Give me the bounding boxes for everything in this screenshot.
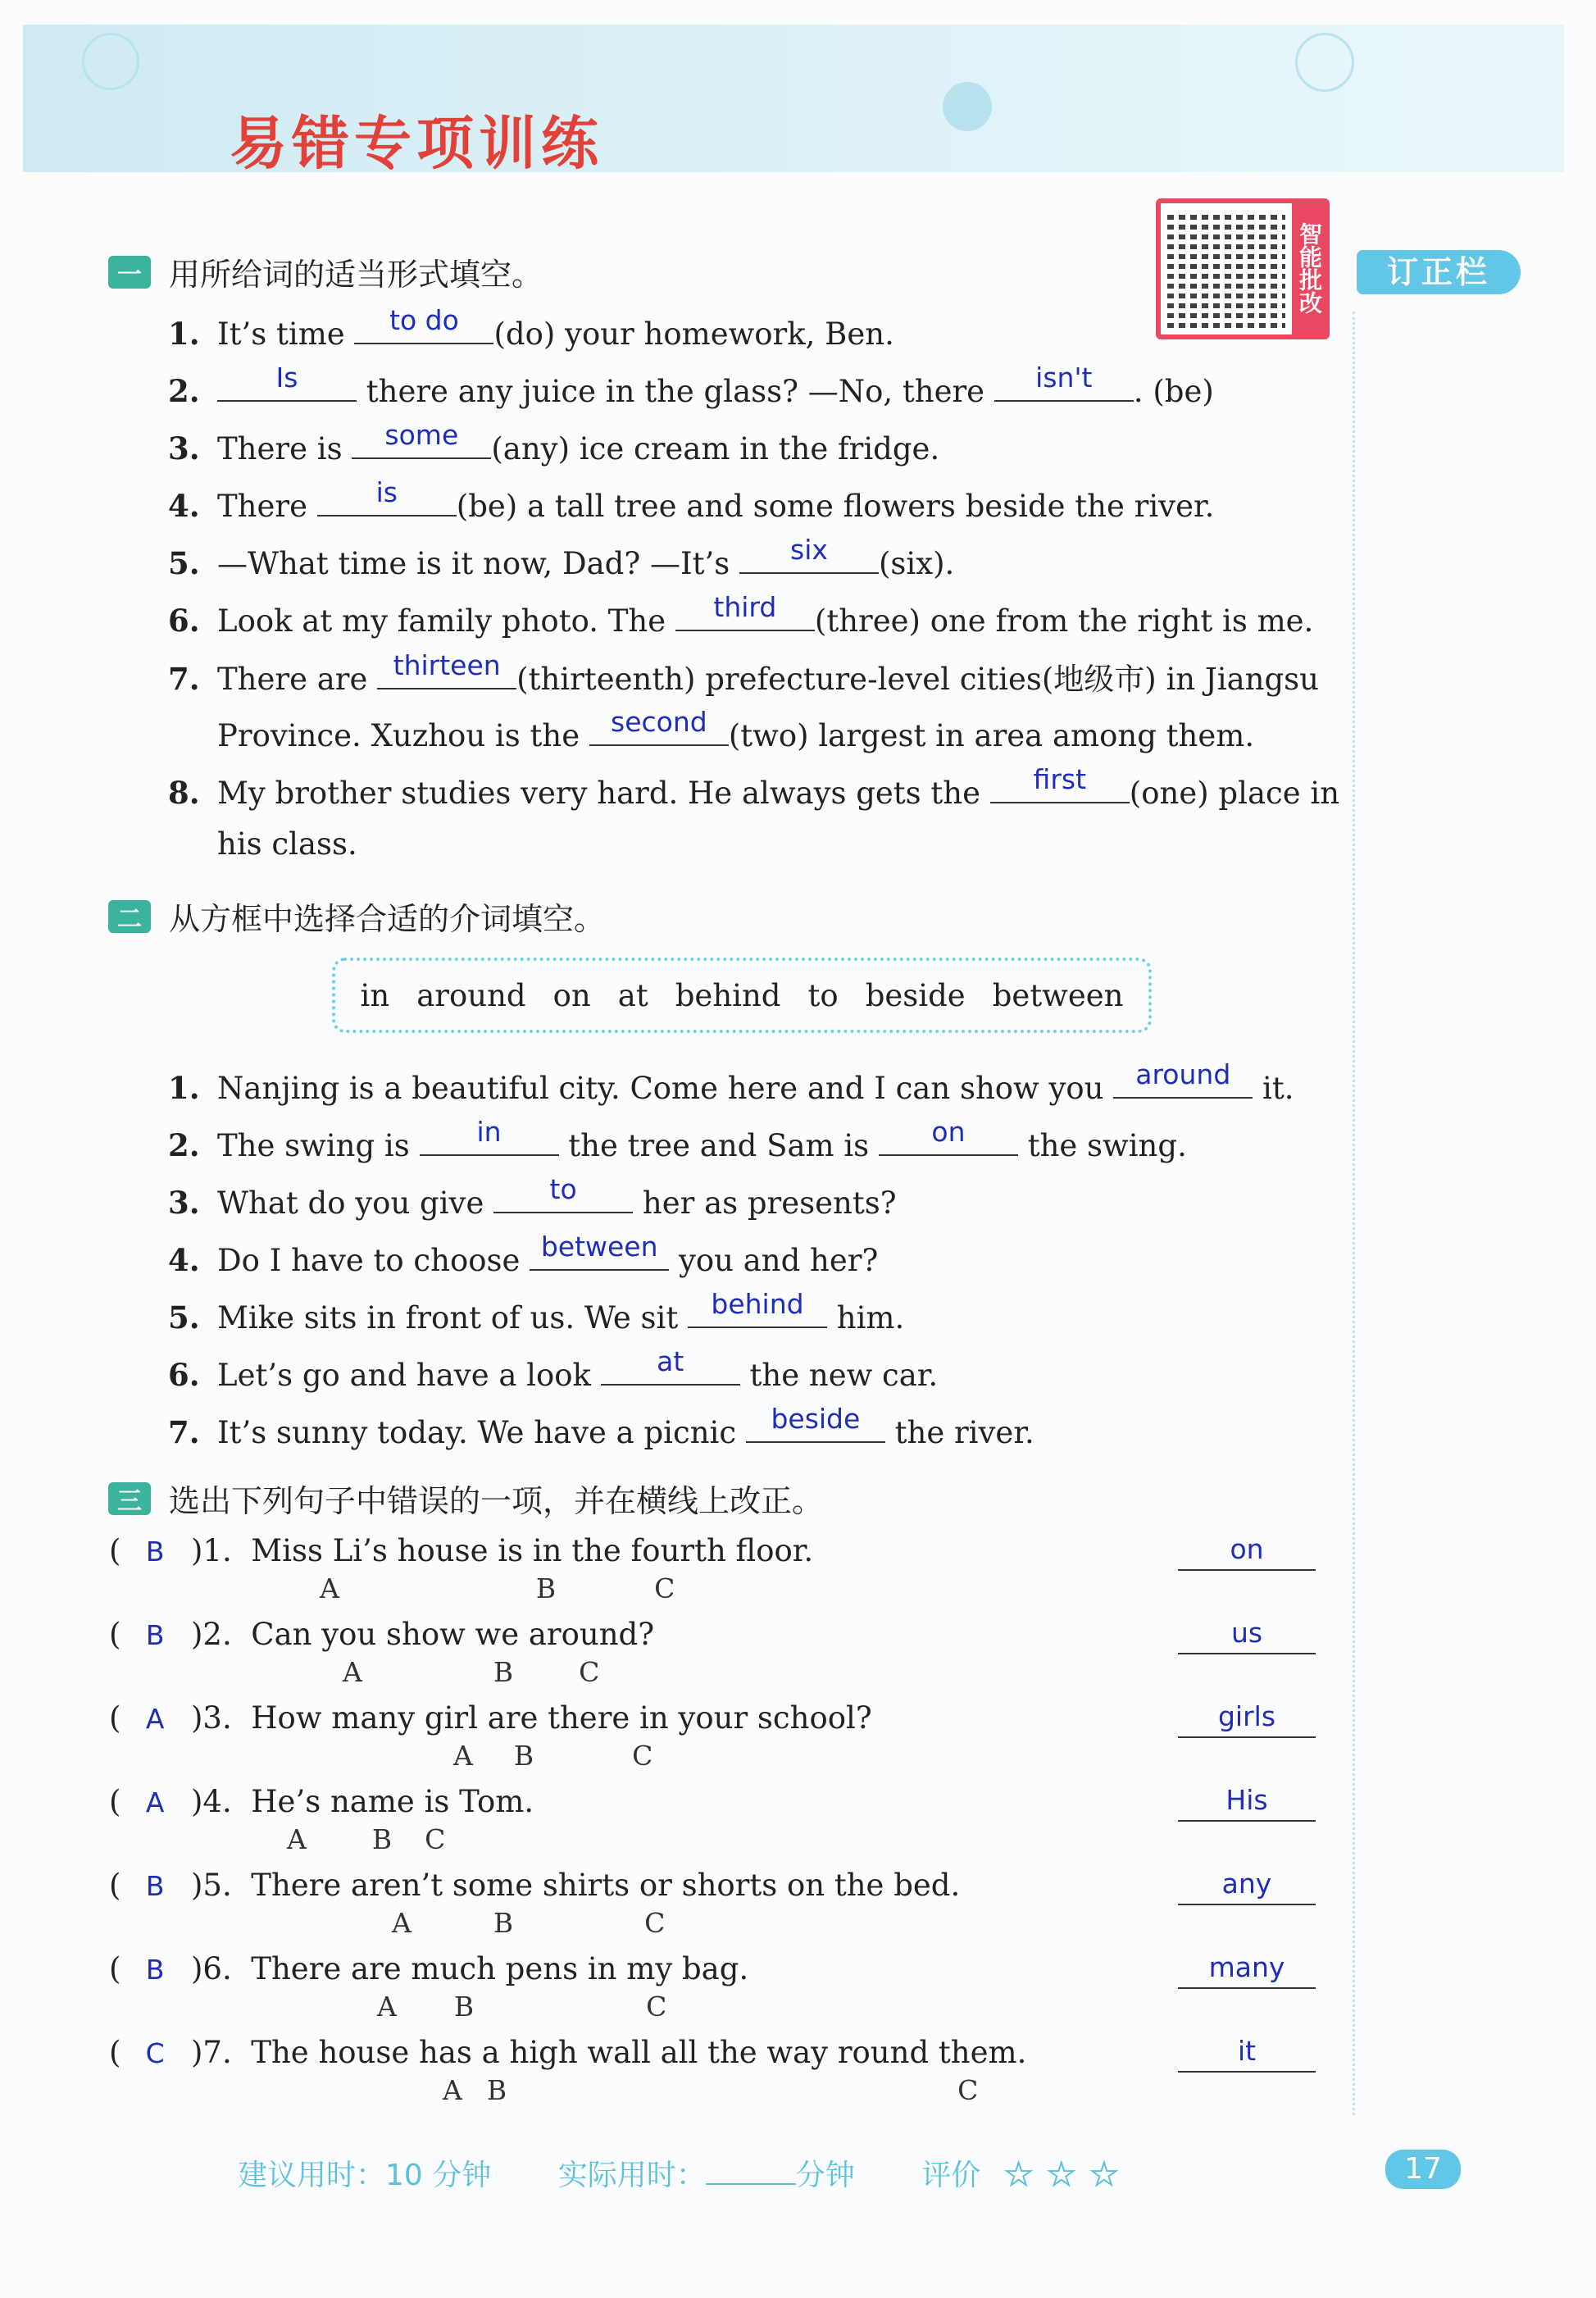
- star-icon[interactable]: ★: [1047, 2156, 1075, 2192]
- error-question: ( B )6. There are much pens in my bag.: [109, 1951, 749, 1986]
- choice-answer[interactable]: B: [145, 1619, 165, 1651]
- question: 4. Do I have to choose between you and her?: [168, 1231, 879, 1278]
- word-bank-item: beside: [865, 977, 966, 1013]
- correction-blank[interactable]: it: [1178, 2035, 1316, 2073]
- section-1-badge: 一: [108, 256, 151, 289]
- star-icon[interactable]: ★: [1004, 2156, 1033, 2192]
- word-bank-item: behind: [675, 977, 781, 1013]
- footer-timer: [238, 2152, 1118, 2194]
- answer-blank[interactable]: Is: [217, 367, 357, 402]
- error-question: ( A )3. How many girl are there in your school?: [109, 1700, 872, 1736]
- correction-blank[interactable]: girls: [1178, 1700, 1316, 1738]
- answer-blank[interactable]: some: [352, 425, 491, 459]
- answer-blank[interactable]: six: [739, 539, 879, 574]
- word-bank-item: on: [552, 977, 591, 1013]
- section-2-title: 从方框中选择合适的介词填空。: [169, 901, 606, 937]
- error-question: ( B )2. Can you show we around?: [109, 1617, 655, 1652]
- answer-blank[interactable]: beside: [746, 1408, 885, 1443]
- choice-answer[interactable]: B: [145, 1870, 165, 1902]
- star-icon[interactable]: ★: [1089, 2156, 1118, 2192]
- correction-blank[interactable]: many: [1178, 1951, 1316, 1989]
- question: 5. Mike sits in front of us. We sit behind him.: [168, 1288, 905, 1336]
- question: 3. What do you give to her as presents?: [168, 1173, 897, 1221]
- question: 2. Is there any juice in the glass? —No, there isn't . (be): [168, 362, 1214, 409]
- answer-blank[interactable]: in: [420, 1122, 559, 1156]
- question: 1. It’s time to do (do) your homework, Ben.: [168, 304, 894, 352]
- error-question: ( C )7. The house has a high wall all the way round them.: [109, 2035, 1027, 2070]
- option-labels: A B C: [320, 1572, 675, 1604]
- correction-blank[interactable]: His: [1178, 1784, 1316, 1822]
- question: 8. My brother studies very hard. He always gets the first (one) place in: [168, 763, 1340, 811]
- answer-blank[interactable]: third: [675, 597, 815, 631]
- question: 5. —What time is it now, Dad? —It’s six (six).: [168, 534, 955, 581]
- answer-blank[interactable]: to: [493, 1179, 633, 1213]
- answer-blank[interactable]: between: [530, 1236, 669, 1271]
- qr-code[interactable]: [1156, 198, 1330, 339]
- word-bank-item: to: [807, 977, 839, 1013]
- error-question: ( B )1. Miss Li’s house is in the fourth floor.: [109, 1533, 814, 1568]
- choice-answer[interactable]: C: [145, 2037, 165, 2069]
- option-labels: A B C: [287, 1823, 446, 1855]
- answer-blank[interactable]: around: [1113, 1064, 1253, 1099]
- section-2-badge: 二: [108, 900, 151, 933]
- decor-bubble: [943, 82, 992, 131]
- answer-blank[interactable]: thirteen: [377, 655, 516, 689]
- correction-blank[interactable]: any: [1178, 1868, 1316, 1905]
- section-1-header: [108, 249, 543, 294]
- suggested-time: 建议用时：10 分钟: [238, 2159, 492, 2192]
- answer-blank[interactable]: is: [317, 482, 457, 516]
- page-number: 17: [1385, 2150, 1461, 2189]
- answer-blank[interactable]: at: [601, 1351, 740, 1386]
- word-bank-item: at: [617, 977, 648, 1013]
- choice-answer[interactable]: A: [145, 1703, 165, 1735]
- error-question: ( B )5. There aren’t some shirts or shorts on the bed.: [109, 1868, 961, 1903]
- correction-divider: [1353, 312, 1355, 2115]
- question: 4. There is (be) a tall tree and some flowers beside the river.: [168, 476, 1215, 524]
- answer-blank[interactable]: second: [589, 712, 729, 746]
- section-2-header: [108, 894, 605, 939]
- actual-time-label: 实际用时：: [557, 2159, 706, 2192]
- option-labels: A B C: [453, 1740, 653, 1772]
- option-labels: A B C: [443, 2074, 979, 2106]
- decor-bubble: [82, 33, 139, 90]
- page-title: 易错专项训练: [230, 110, 603, 177]
- section-1-title: 用所给词的适当形式填空。: [169, 257, 543, 293]
- correction-blank[interactable]: us: [1178, 1617, 1316, 1654]
- decor-bubble: [1295, 33, 1354, 92]
- question-continued: Province. Xuzhou is the second (two) largest in area among them.: [217, 706, 1255, 753]
- choice-answer[interactable]: B: [145, 1954, 165, 1986]
- question: 1. Nanjing is a beautiful city. Come here and I can show you around it.: [168, 1058, 1294, 1106]
- section-3-badge: 三: [108, 1482, 151, 1515]
- question: 2. The swing is in the tree and Sam is on the swing.: [168, 1116, 1187, 1163]
- correction-column-label: 订正栏: [1357, 250, 1521, 294]
- answer-blank[interactable]: to do: [354, 310, 493, 344]
- answer-blank[interactable]: behind: [688, 1294, 827, 1328]
- option-labels: A B C: [392, 1907, 666, 1939]
- word-bank-item: between: [992, 977, 1124, 1013]
- word-bank-item: around: [416, 977, 526, 1013]
- question: 6. Let’s go and have a look at the new car.: [168, 1345, 939, 1393]
- question: 7. There are thirteen (thirteenth) prefecture-level cities(地级市) in Jiangsu: [168, 649, 1319, 697]
- question: 7. It’s sunny today. We have a picnic beside the river.: [168, 1403, 1034, 1450]
- error-question: ( A )4. He’s name is Tom.: [109, 1784, 534, 1819]
- actual-time-input[interactable]: [706, 2183, 796, 2185]
- rating-label: 评价: [921, 2159, 981, 2192]
- question-continued: his class.: [217, 826, 357, 862]
- choice-answer[interactable]: A: [145, 1786, 165, 1818]
- option-labels: A B C: [343, 1656, 600, 1688]
- section-3-header: [108, 1476, 823, 1521]
- answer-blank[interactable]: isn't: [994, 367, 1134, 402]
- qr-label: 智能批改: [1292, 202, 1326, 334]
- choice-answer[interactable]: B: [145, 1536, 165, 1568]
- actual-time-unit: 分钟: [795, 2159, 855, 2192]
- answer-blank[interactable]: first: [990, 769, 1130, 803]
- qr-code-icon: [1167, 210, 1285, 328]
- correction-blank[interactable]: on: [1178, 1533, 1316, 1571]
- word-bank-item: in: [360, 977, 390, 1013]
- word-bank: [332, 958, 1152, 1033]
- section-3-title: 选出下列句子中错误的一项，并在横线上改正。: [169, 1483, 824, 1519]
- question: 6. Look at my family photo. The third (three) one from the right is me.: [168, 591, 1314, 639]
- option-labels: A B C: [377, 1991, 667, 2023]
- answer-blank[interactable]: on: [879, 1122, 1018, 1156]
- question: 3. There is some (any) ice cream in the fridge.: [168, 419, 940, 466]
